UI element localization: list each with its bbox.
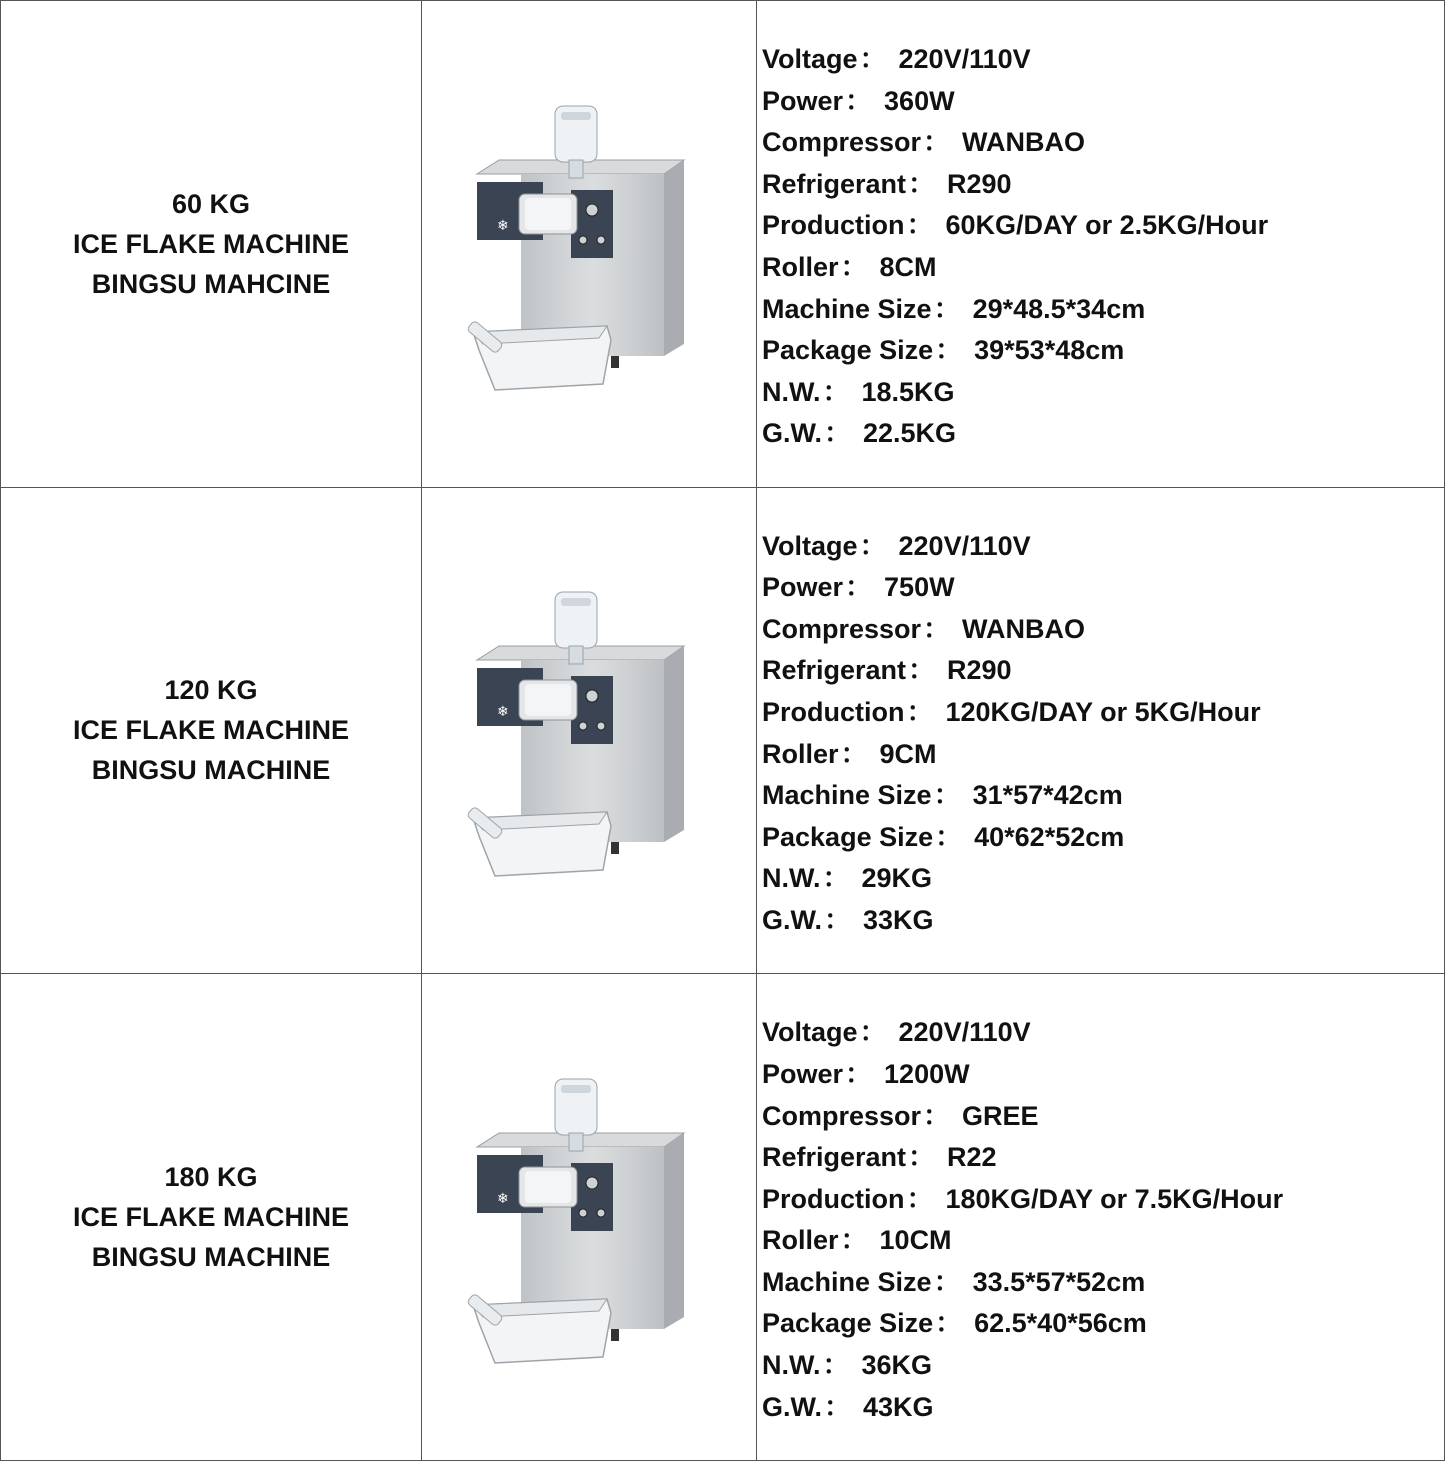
spec-separator: ： [824, 905, 851, 935]
product-row [1, 487, 1445, 974]
spec-separator: ： [923, 127, 951, 158]
product-title-line: BINGSU MAHCINE [91, 268, 331, 299]
spec-value: 60KG/DAY or 2.5KG/Hour [945, 210, 1269, 241]
spec-label: Machine Size [762, 780, 932, 811]
spec-separator: ： [859, 530, 887, 561]
spec-separator: ： [824, 418, 851, 449]
spec-value: R22 [947, 1142, 997, 1173]
spec-separator: ： [845, 572, 873, 603]
spec-value: 1200W [884, 1058, 970, 1089]
spec-separator: ： [822, 1350, 850, 1381]
spec-label: Power [762, 1058, 844, 1089]
svg-text:❄: ❄ [497, 217, 509, 234]
spec-separator: ： [923, 613, 951, 644]
spec-label: Machine Size [762, 1266, 932, 1297]
spec-item [762, 567, 1444, 609]
spec-item [762, 775, 1444, 817]
spec-separator: ： [933, 780, 961, 811]
product-name-cell [1, 487, 422, 974]
product-title-line: ICE FLAKE MACHINE [73, 228, 349, 259]
spec-value: 33.5*57*52cm [972, 1266, 1146, 1297]
spec-separator: ： [845, 1058, 873, 1089]
spec-value: 120KG/DAY or 5KG/Hour [945, 697, 1261, 728]
spec-item [762, 858, 1444, 900]
spec-item [762, 330, 1444, 372]
spec-label: N.W. [762, 863, 821, 894]
spec-value: GREE [962, 1100, 1039, 1131]
spec-value: 29KG [861, 863, 933, 894]
product-title-line: 180 KG [164, 1162, 258, 1193]
spec-separator: ： [840, 1225, 868, 1256]
spec-label: N.W. [762, 1350, 821, 1381]
spec-item [762, 205, 1444, 247]
spec-value: 39*53*48cm [974, 335, 1125, 366]
spec-label: Production [762, 210, 905, 241]
spec-item [762, 1012, 1444, 1054]
spec-item [762, 39, 1444, 81]
spec-separator: ： [824, 1391, 851, 1422]
spec-value: 29*48.5*34cm [972, 293, 1146, 324]
spec-separator: ： [822, 376, 850, 407]
spec-list [762, 1, 1444, 455]
spec-value: 180KG/DAY or 7.5KG/Hour [945, 1183, 1284, 1214]
spec-item [762, 734, 1444, 776]
spec-label: Voltage [762, 1017, 858, 1048]
spec-label: Production [762, 1183, 905, 1214]
spec-separator: ： [845, 85, 873, 116]
spec-separator: ： [935, 335, 963, 366]
spec-label: Production [762, 697, 905, 728]
spec-label: Refrigerant [762, 1142, 907, 1173]
spec-item [762, 1262, 1444, 1304]
spec-label: Roller [762, 251, 839, 282]
spec-label: Compressor [762, 127, 922, 158]
svg-text:❄: ❄ [497, 1191, 509, 1208]
spec-label: Compressor [762, 1100, 922, 1131]
spec-value: WANBAO [962, 127, 1086, 158]
spec-separator: ： [935, 1308, 963, 1339]
spec-item [762, 289, 1444, 331]
product-title-line: BINGSU MACHINE [91, 1242, 331, 1273]
spec-value: 22.5KG [863, 418, 957, 449]
spec-value: 40*62*52cm [974, 821, 1125, 852]
product-row [1, 1, 1445, 488]
spec-separator: ： [859, 44, 887, 74]
spec-item [762, 247, 1444, 289]
spec-value: 43KG [863, 1391, 934, 1422]
spec-separator: ： [840, 738, 868, 769]
spec-value: R290 [947, 168, 1012, 199]
spec-separator: ： [923, 1100, 951, 1131]
product-name-cell [1, 974, 422, 1461]
product-row [1, 974, 1445, 1461]
product-name-cell [1, 1, 422, 488]
svg-text:❄: ❄ [497, 704, 509, 721]
spec-item [762, 1137, 1444, 1179]
spec-value: 31*57*42cm [972, 780, 1123, 811]
spec-label: G.W. [762, 418, 822, 449]
product-title-line: ICE FLAKE MACHINE [73, 1202, 349, 1233]
spec-label: Compressor [762, 613, 922, 644]
ice-flake-machine-icon [459, 580, 719, 880]
spec-item [762, 1096, 1444, 1138]
product-image-cell [422, 487, 757, 974]
spec-value: 18.5KG [861, 376, 955, 407]
spec-item [762, 372, 1444, 414]
spec-separator: ： [840, 251, 868, 282]
spec-item [762, 1054, 1444, 1096]
product-title-line: ICE FLAKE MACHINE [73, 715, 349, 746]
spec-item [762, 1220, 1444, 1262]
product-image-cell [422, 1, 757, 488]
product-image-cell [422, 974, 757, 1461]
spec-label: Voltage [762, 530, 858, 561]
spec-item [762, 1387, 1444, 1429]
spec-label: Power [762, 85, 844, 116]
spec-separator: ： [935, 821, 963, 852]
spec-list [762, 974, 1444, 1428]
spec-label: G.W. [762, 905, 822, 935]
ice-flake-machine-icon [459, 94, 719, 394]
spec-item [762, 609, 1444, 651]
spec-label: Package Size [762, 335, 934, 366]
spec-item [762, 817, 1444, 859]
spec-value: 62.5*40*56cm [974, 1308, 1147, 1339]
spec-item [762, 81, 1444, 123]
spec-label: Refrigerant [762, 168, 907, 199]
product-title-line: 120 KG [164, 675, 258, 706]
spec-item [762, 122, 1444, 164]
spec-value: 10CM [879, 1225, 952, 1256]
spec-label: Voltage [762, 44, 858, 74]
spec-value: 8CM [879, 251, 937, 282]
spec-label: Roller [762, 1225, 839, 1256]
product-title-line: BINGSU MACHINE [91, 755, 331, 786]
spec-label: Roller [762, 738, 839, 769]
spec-value: WANBAO [962, 613, 1086, 644]
spec-separator: ： [908, 168, 936, 199]
spec-separator: ： [906, 210, 934, 241]
spec-item [762, 1345, 1444, 1387]
spec-separator: ： [859, 1017, 887, 1048]
spec-list [762, 488, 1444, 942]
spec-label: G.W. [762, 1391, 822, 1422]
spec-separator: ： [906, 1183, 934, 1214]
spec-value: 220V/110V [898, 44, 1031, 74]
spec-value: 36KG [861, 1350, 933, 1381]
spec-separator: ： [908, 1142, 936, 1173]
spec-item [762, 1303, 1444, 1345]
spec-value: 220V/110V [898, 1017, 1031, 1048]
product-spec-cell [757, 1, 1445, 488]
spec-value: 33KG [863, 905, 934, 935]
spec-separator: ： [933, 293, 961, 324]
spec-item [762, 1179, 1444, 1221]
spec-label: Package Size [762, 821, 934, 852]
spec-separator: ： [822, 863, 850, 894]
spec-item [762, 526, 1444, 568]
spec-label: Refrigerant [762, 655, 907, 686]
product-spec-cell [757, 974, 1445, 1461]
spec-label: Machine Size [762, 293, 932, 324]
spec-separator: ： [908, 655, 936, 686]
product-title-line: 60 KG [171, 188, 251, 219]
spec-value: 750W [884, 572, 955, 603]
product-spec-cell [757, 487, 1445, 974]
spec-item [762, 692, 1444, 734]
spec-label: N.W. [762, 376, 821, 407]
spec-item [762, 900, 1444, 942]
spec-label: Power [762, 572, 844, 603]
ice-flake-machine-icon [459, 1067, 719, 1367]
spec-value: 220V/110V [898, 530, 1031, 561]
spec-item [762, 164, 1444, 206]
spec-item [762, 650, 1444, 692]
spec-separator: ： [933, 1266, 961, 1297]
spec-value: 9CM [879, 738, 937, 769]
spec-item [762, 413, 1444, 455]
spec-value: R290 [947, 655, 1012, 686]
spec-separator: ： [906, 697, 934, 728]
spec-label: Package Size [762, 1308, 934, 1339]
spec-value: 360W [884, 85, 955, 116]
